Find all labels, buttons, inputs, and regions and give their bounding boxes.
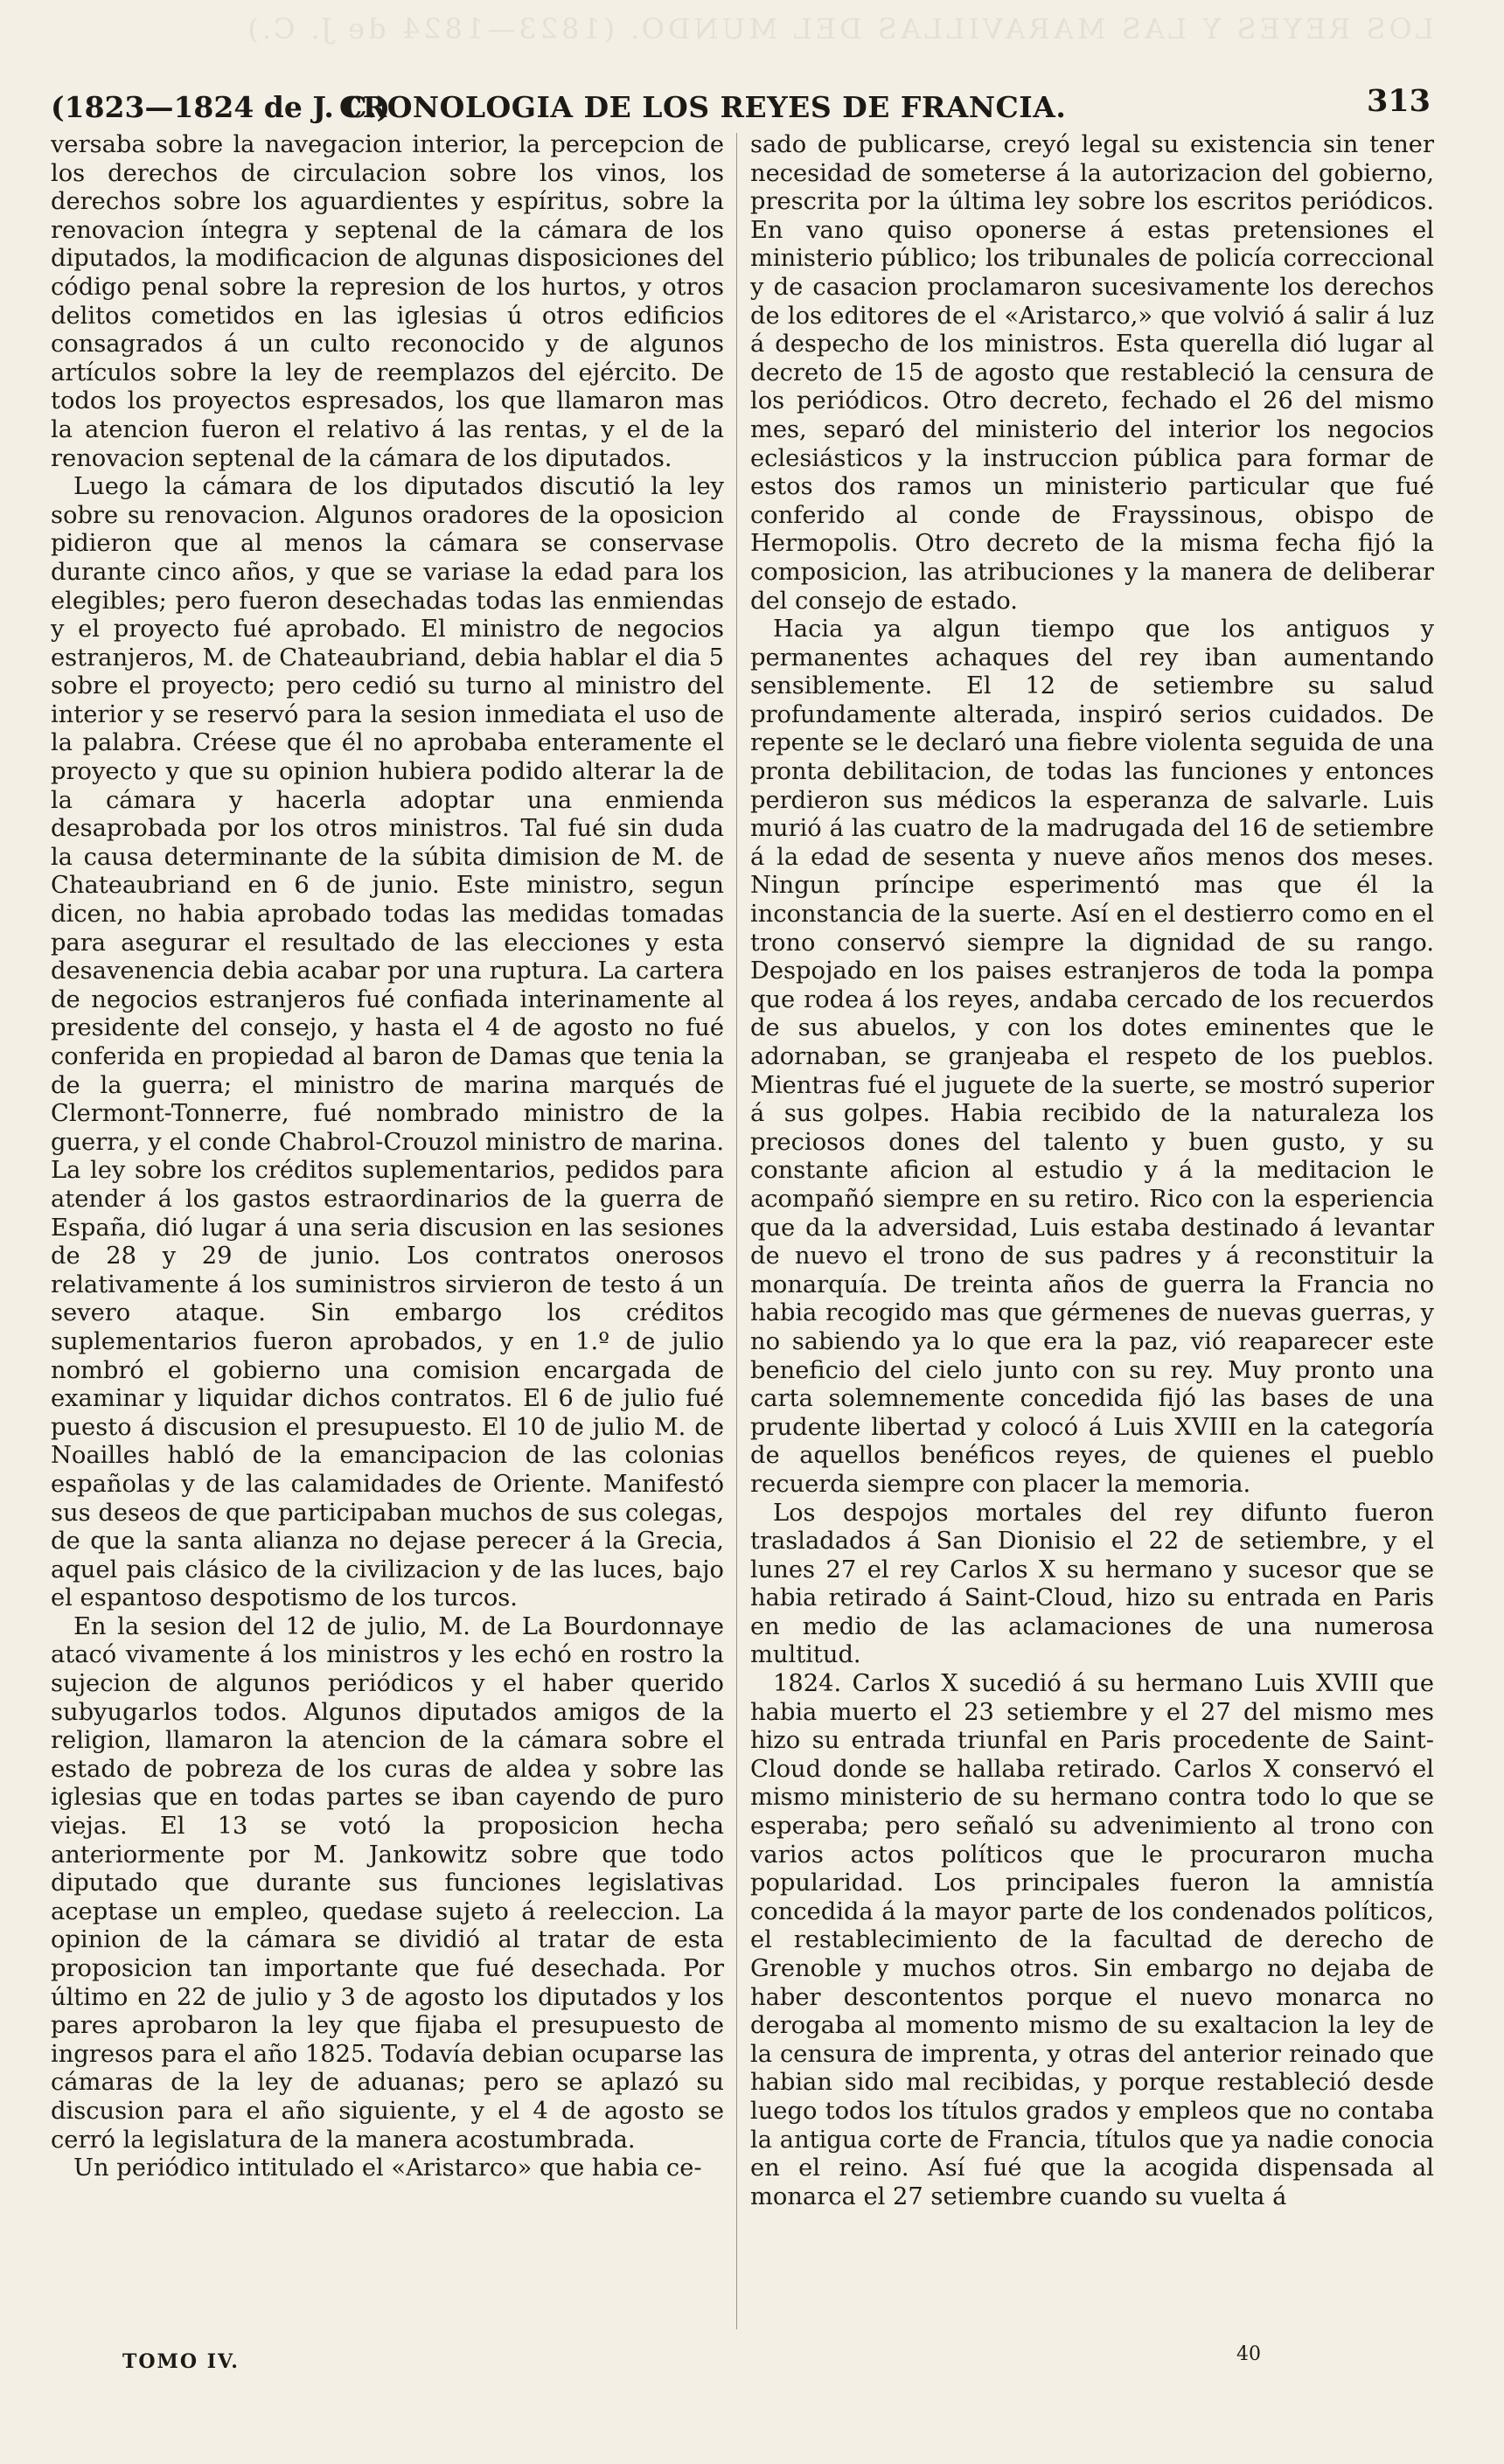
header-dates: (1823—1824 de J. C.) (51, 90, 391, 124)
left-column (51, 131, 724, 2335)
left-paragraph-4: Un periódico intitulado el «Aristarco» que habia ce- (73, 2154, 702, 2182)
right-paragraph-1: sado de publicarse, creyó legal su existencia sin tener necesidad de someterse á la autorizacion del gobierno, prescrita por la última ley sobre los escritos periódicos. En vano quiso oponerse á estas pretensiones el ministerio público; los tribunales de policía correccional y de casacion proclamaron sucesivamente los derechos de los editores de el «Aristarco,» que volvió á salir á luz á despecho de los ministros. Esta querella dió lugar al decreto de 15 de agosto que restableció la censura de los periódicos. Otro decreto, fechado el 26 del mismo mes, separó del ministerio del interior los negocios eclesiásticos y la instruccion pública para formar de estos dos ramos un ministerio particular que fué conferido al conde de Frayssinous, obispo de Hermopolis. Otro decreto de la misma fecha fijó la composicion, las atribuciones y la manera de deliberar del consejo de estado. (750, 131, 1434, 615)
left-paragraph-3: En la sesion del 12 de julio, M. de La Bourdonnaye atacó vivamente á los ministros y les echó en rostro la sujecion de algunos periódicos y el haber querido subyugarlos todos. Algunos diputados amigos de la religion, llamaron la atencion de la cámara sobre el estado de pobreza de los curas de aldea y sobre las iglesias que en todas partes se iban cayendo de puro viejas. El 13 se votó la proposicion hecha anteriormente por M. Jankowitz sobre que todo diputado que durante sus funciones legislativas aceptase un empleo, quedase sujeto á reeleccion. La opinion de la cámara se dividió al tratar de esta proposicion tan importante que fué desechada. Por último en 22 de julio y 3 de agosto los diputados y los pares aprobaron la ley que fijaba el presupuesto de ingresos para el año 1825. Todavía debian ocuparse las cámaras de la ley de aduanas; pero se aplazó su discusion para el año siguiente, y el 4 de agosto se cerró la legislatura de la manera acostumbrada. (51, 1612, 724, 2154)
left-paragraph-2: Luego la cámara de los diputados discutió la ley sobre su renovacion. Algunos oradores de la oposicion pidieron que al menos la cámara se conservase durante cinco años, y que se variase la edad para los elegibles; pero fueron desechadas todas las enmiendas y el proyecto fué aprobado. El ministro de negocios estranjeros, M. de Chateaubriand, debia hablar el dia 5 sobre el proyecto; pero cedió su turno al ministro del interior y se reservó para la sesion inmediata el uso de la palabra. Créese que él no aprobaba enteramente el proyecto y que su opinion hubiera podido alterar la de la cámara y hacerla adoptar una enmienda desaprobada por los otros ministros. Tal fué sin duda la causa determinante de la súbita dimision de M. de Chateaubriand en 6 de junio. Este ministro, segun dicen, no habia aprobado todas las medidas tomadas para asegurar el resultado de las elecciones y esta desavenencia debia acabar por una ruptura. La cartera de negocios estranjeros fué confiada interinamente al presidente del consejo, y hasta el 4 de agosto no fué conferida en propiedad al baron de Damas que tenia la de la guerra; el ministro de marina marqués de Clermont-Tonnerre, fué nombrado ministro de la guerra, y el conde Chabrol-Crouzol ministro de marina. La ley sobre los créditos suplementarios, pedidos para atender á los gastos estraordinarios de la guerra de España, dió lugar á una seria discusion en las sesiones de 28 y 29 de junio. Los contratos onerosos relativamente á los suministros sirvieron de testo á un severo ataque. Sin embargo los créditos suplementarios fueron aprobados, y en 1.º de julio nombró el gobierno una comision encargada de examinar y liquidar dichos contratos. El 6 de julio fué puesto á discusion el presupuesto. El 10 de julio M. de Noailles habló de la emancipacion de las colonias españolas y de las calamidades de Oriente. Manifestó sus deseos de que participaban muchos de sus colegas, de que la santa alianza no dejase perecer á la Grecia, aquel pais clásico de la civilizacion y de las luces, bajo el espantoso despotismo de los turcos. (51, 473, 724, 1612)
volume-label: TOMO IV. (122, 2350, 240, 2373)
signature-mark: 40 (1236, 2343, 1261, 2365)
right-paragraph-3: Los despojos mortales del rey difunto fueron trasladados á San Dionisio el 22 de setiembre, y el lunes 27 el rey Carlos X su hermano y sucesor que se habia retirado á Saint-Cloud, hizo su entrada en Paris en medio de las aclamaciones de una numerosa multitud. (750, 1499, 1434, 1669)
right-paragraph-4: 1824. Carlos X sucedió á su hermano Luis XVIII que habia muerto el 23 setiembre y el 27 del mismo mes hizo su entrada triunfal en Paris procedente de Saint-Cloud donde se hallaba retirado. Carlos X conservó el mismo ministerio de su hermano contra todo lo que se esperaba; pero señaló su advenimiento al trono con varios actos políticos que le procuraron mucha popularidad. Los principales fueron la amnistía concedida á la mayor parte de los condenados políticos, el restablecimiento de la facultad de derecho de Grenoble y muchos otros. Sin embargo no dejaba de haber descontentos porque el nuevo monarca no derogaba al momento mismo de su exaltacion la ley de la censura de imprenta, y otras del anterior reinado que habian sido mal recibidas, y porque restableció desde luego todos los títulos grados y empleos que no contaba la antigua corte de Francia, títulos que ya nadie conocia en el reino. Así fué que la acogida dispensada al monarca el 27 setiembre cuando su vuelta á (750, 1670, 1434, 2210)
column-divider (736, 133, 737, 2329)
running-header (51, 83, 1436, 132)
right-paragraph-2: Hacia ya algun tiempo que los antiguos y permanentes achaques del rey iban aumentando sensiblemente. El 12 de setiembre su salud profundamente alterada, inspiró serios cuidados. De repente se le declaró una fiebre violenta seguida de una pronta debilitacion, de todas las funciones y entonces perdieron sus médicos la esperanza de salvarle. Luis murió á las cuatro de la madrugada del 16 de setiembre á la edad de sesenta y nueve años menos dos meses. Ningun príncipe esperimentó mas que él la inconstancia de la suerte. Así en el destierro como en el trono conservó siempre la dignidad de su rango. Despojado en los paises estranjeros de toda la pompa que rodea á los reyes, andaba cercado de los recuerdos de sus abuelos, y con los dotes eminentes que le adornaban, se granjeaba el respeto de los pueblos. Mientras fué el juguete de la suerte, se mostró superior á sus golpes. Habia recibido de la naturaleza los preciosos dones del talento y buen gusto, y su constante aficion al estudio y á la meditacion le acompañó siempre en su retiro. Rico con la esperiencia que da la adversidad, Luis estaba destinado á levantar de nuevo el trono de sus padres y á reconstituir la monarquía. De treinta años de guerra la Francia no habia recogido mas que gérmenes de nuevas guerras, y no sabiendo ya lo que era la paz, vió reaparecer este beneficio del cielo junto con su rey. Muy pronto una carta solemnemente concedida fijó las bases de una prudente libertad y colocó á Luis XVIII en la categoría de aquellos benéficos reyes, de quienes el pueblo recuerda siempre con placer la memoria. (750, 616, 1434, 1498)
page-number: 313 (1366, 83, 1431, 119)
header-title: CRONOLOGIA DE LOS REYES DE FRANCIA. (339, 90, 1067, 124)
right-column (750, 131, 1434, 2335)
bleed-through-text: LOS REYES Y LAS MARAVILLAS DEL MUNDO. (1823—1824 de J. C.) (244, 12, 1434, 45)
left-paragraph-1: versaba sobre la navegacion interior, la percepcion de los derechos de circulacion sobre los vinos, los derechos sobre los aguardientes y espíritus, sobre la renovacion íntegra y septenal de la cámara de los diputados, la modificacion de algunas disposiciones del código penal sobre la represion de los hurtos, y otros delitos cometidos en las iglesias ú otros edificios consagrados á un culto reconocido y de algunos artículos sobre la ley de reemplazos del ejército. De todos los proyectos espresados, los que llamaron mas la atencion fueron el relativo á las rentas, y el de la renovacion septenal de la cámara de los diputados. (51, 131, 724, 472)
